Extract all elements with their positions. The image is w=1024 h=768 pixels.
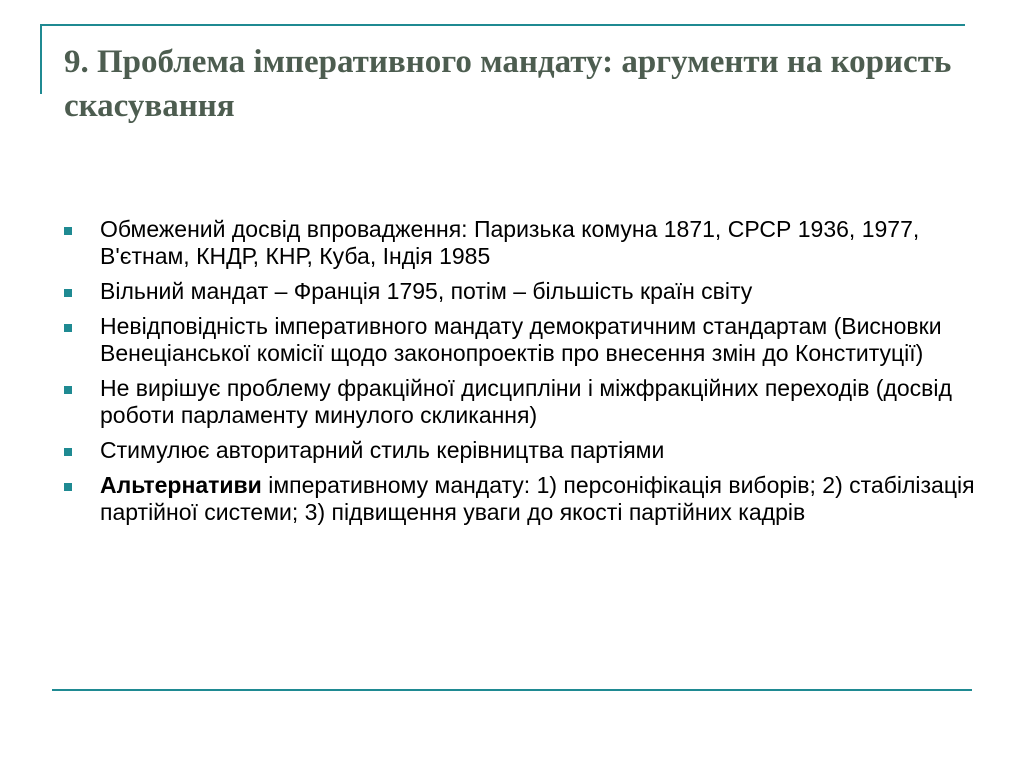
bullet-item xyxy=(64,313,984,367)
bullet-text: імперативному мандату: 1) персоніфікація виборів; 2) стабілізація партійної системи; 3) підвищення уваги до якості партійних кадрів xyxy=(100,472,975,525)
bullet-text: Вільний мандат – Франція 1795, потім – більшість країн світу xyxy=(100,278,753,304)
bullet-bold-lead: Альтернативи xyxy=(100,472,262,498)
bullet-item xyxy=(64,437,984,464)
bullet-list xyxy=(64,216,984,534)
bullet-text: Не вирішує проблему фракційної дисципліни і міжфракційних переходів (досвід роботи парламенту минулого скликання) xyxy=(100,375,952,428)
bottom-divider-line xyxy=(52,689,972,691)
bullet-item xyxy=(64,375,984,429)
square-bullet-icon xyxy=(64,227,72,235)
square-bullet-icon xyxy=(64,289,72,297)
bullet-item xyxy=(64,216,984,270)
bullet-item xyxy=(64,472,984,526)
title-frame-top-line xyxy=(40,24,965,26)
square-bullet-icon xyxy=(64,448,72,456)
square-bullet-icon xyxy=(64,483,72,491)
square-bullet-icon xyxy=(64,386,72,394)
bullet-text: Стимулює авторитарний стиль керівництва партіями xyxy=(100,437,665,463)
slide-title: 9. Проблема імперативного мандату: аргументи на користь скасування xyxy=(64,44,952,124)
bullet-text: Обмежений досвід впровадження: Паризька комуна 1871, СРСР 1936, 1977, В'єтнам, КНДР, КНР, Куба, Індія 1985 xyxy=(100,216,920,269)
square-bullet-icon xyxy=(64,324,72,332)
bullet-item xyxy=(64,278,984,305)
title-frame-left-line xyxy=(40,24,42,94)
bullet-text: Невідповідність імперативного мандату демократичним стандартам (Висновки Венеціанської комісії щодо законопроектів про внесення змін до Конституції) xyxy=(100,313,942,366)
